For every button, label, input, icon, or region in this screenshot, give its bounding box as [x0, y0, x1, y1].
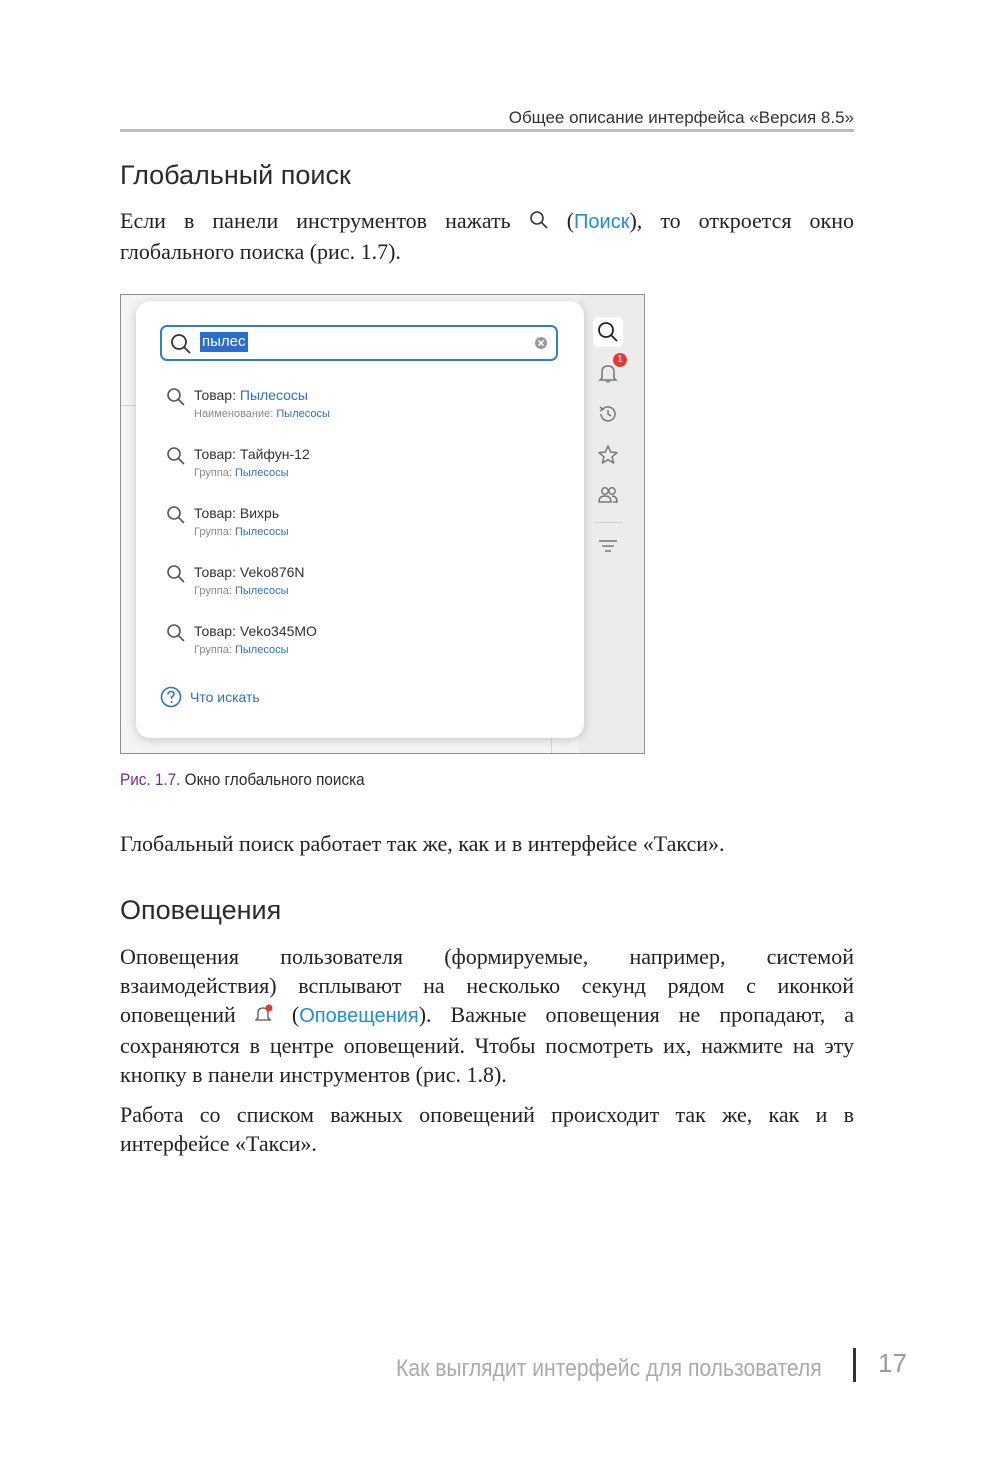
search-icon — [170, 333, 192, 355]
result-subtitle: Группа: Пылесосы — [194, 526, 289, 538]
result-title: Товар: Тайфун-12 — [194, 446, 310, 462]
ui-ref-search: Поиск — [574, 211, 630, 233]
toolbar-history-button[interactable] — [593, 399, 623, 429]
search-result-item[interactable] — [166, 387, 546, 431]
toolbar-search-button[interactable] — [593, 317, 623, 347]
search-result-item[interactable] — [166, 623, 546, 667]
search-input[interactable] — [160, 325, 558, 361]
search-icon — [597, 321, 619, 343]
header-rule — [120, 129, 854, 132]
global-search-popup — [136, 301, 584, 738]
section-title-global-search: Глобальный поиск — [120, 160, 351, 190]
paragraph-text: Если в панели инструментов нажать — [120, 208, 511, 233]
help-link-label: Что искать — [190, 689, 260, 705]
footer-chapter-title: Как выглядит интерфейс для пользователя — [396, 1355, 822, 1382]
paragraph-notifications: Оповещения пользователя (формируемые, например, системой взаимодействия) всплывают на несколько секунд рядом с иконкой оповещений (Оповещения). Важные оповещения не пропадают, а сохраняются в центре оповещений. Чтобы посмотреть их, нажмите на эту кнопку в панели инструментов (рис. 1.8). — [120, 944, 855, 1087]
result-title: Товар: Вихрь — [194, 505, 280, 521]
toolbar-users-button[interactable] — [593, 480, 623, 510]
question-circle-icon — [160, 686, 182, 708]
clear-icon[interactable] — [534, 336, 548, 350]
result-title: Товар: Veko345MO — [194, 623, 317, 639]
search-icon — [166, 387, 186, 407]
figure-caption — [120, 770, 365, 790]
bell-icon — [255, 1004, 273, 1024]
search-result-item[interactable] — [166, 564, 546, 608]
paragraph-text: ), то откроется окно глобального поиска (рис. 1.7). — [120, 208, 854, 264]
paragraph-taxi: Глобальный поиск работает так же, как и в интерфейсе «Такси». — [120, 831, 725, 856]
filter-menu-icon — [597, 535, 619, 557]
paragraph-text: ). Важные оповещения не пропадают, а сохраняются в центре оповещений. Чтобы посмотреть их, нажмите на эту кнопку в панели инструментов (рис. 1.8). — [120, 1002, 855, 1087]
search-result-item[interactable] — [166, 505, 546, 549]
caption-label: Рис. 1.7. — [120, 770, 181, 789]
search-icon — [529, 210, 549, 230]
page-number: 17 — [878, 1348, 907, 1378]
history-icon — [597, 403, 619, 425]
result-title: Товар: Пылесосы — [194, 387, 308, 403]
users-icon — [597, 484, 619, 506]
help-link[interactable] — [160, 685, 260, 709]
search-result-item[interactable] — [166, 446, 546, 490]
result-title: Товар: Veko876N — [194, 564, 305, 580]
toolbar-separator — [595, 522, 623, 523]
figure-global-search-window — [120, 294, 645, 754]
caption-text: Окно глобального поиска — [180, 770, 365, 789]
result-subtitle: Группа: Пылесосы — [194, 467, 289, 479]
paragraph-global-search: Если в панели инструментов нажать (Поиск), то откроется окно глобального поиска (рис. 1.7). — [120, 208, 854, 264]
search-icon — [166, 564, 186, 584]
result-subtitle: Наименование: Пылесосы — [194, 408, 330, 420]
toolbar-favorites-button[interactable] — [593, 440, 623, 470]
toolbar-menu-button[interactable] — [593, 531, 623, 561]
footer-rule — [853, 1348, 856, 1382]
result-subtitle: Группа: Пылесосы — [194, 644, 289, 656]
star-icon — [597, 444, 619, 466]
notification-badge: 1 — [613, 353, 627, 367]
search-icon — [166, 505, 186, 525]
paragraph-text: Оповещения пользователя (формируемые, например, системой взаимодействия) всплывают на несколько секунд рядом с иконкой оповещений — [120, 944, 854, 1027]
search-icon — [166, 623, 186, 643]
running-head: Общее описание интерфейса «Версия 8.5» — [508, 108, 854, 127]
search-icon — [166, 446, 186, 466]
paragraph-important-notifications: Работа со списком важных оповещений происходит так же, как и в интерфейсе «Такси». — [120, 1102, 854, 1156]
ui-ref-notifications: Оповещения — [299, 1005, 419, 1027]
result-subtitle: Группа: Пылесосы — [194, 585, 289, 597]
section-title-notifications: Оповещения — [120, 895, 282, 925]
search-query: пылес — [202, 333, 246, 350]
